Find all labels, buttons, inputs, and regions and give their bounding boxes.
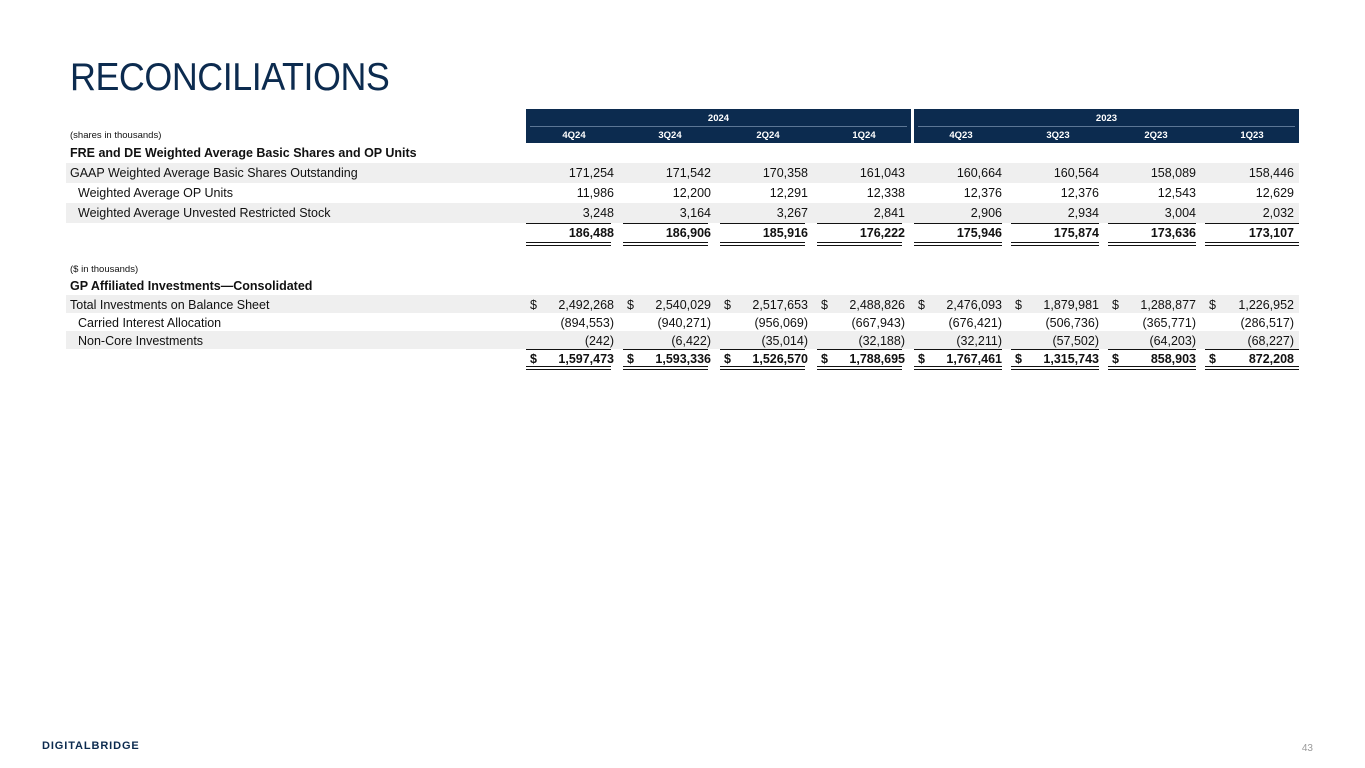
- rule-line: [1011, 242, 1099, 243]
- shares-section-title: FRE and DE Weighted Average Basic Shares and OP Units: [70, 146, 417, 160]
- investments-units-label: ($ in thousands): [70, 264, 139, 275]
- rule-line: [1011, 366, 1099, 367]
- rule-line: [1205, 366, 1299, 367]
- rule-line: [623, 245, 708, 246]
- value-cell: 2,488,826: [849, 298, 905, 312]
- period-label: 1Q23: [1240, 130, 1264, 141]
- total-cell: 1,526,570: [752, 352, 808, 366]
- value-cell: 1,288,877: [1140, 298, 1196, 312]
- period-label: 3Q23: [1046, 130, 1070, 141]
- value-cell: (676,421): [948, 316, 1002, 330]
- rule-line: [817, 369, 902, 370]
- rule-line: [526, 366, 611, 367]
- currency-symbol: $: [821, 298, 828, 312]
- rule-line: [526, 223, 611, 224]
- value-cell: 3,004: [1164, 206, 1196, 220]
- rule-line: [817, 366, 902, 367]
- currency-symbol: $: [724, 298, 731, 312]
- rule-line: [720, 245, 805, 246]
- total-cell: 185,916: [762, 226, 808, 240]
- rule-line: [720, 369, 805, 370]
- value-cell: 12,338: [866, 186, 905, 200]
- rule-line: [526, 369, 611, 370]
- page-number: 43: [1301, 743, 1313, 754]
- total-cell: 175,874: [1053, 226, 1099, 240]
- value-cell: (35,014): [761, 334, 808, 348]
- rule-line: [526, 245, 611, 246]
- total-cell: 173,107: [1248, 226, 1294, 240]
- rule-line: [1108, 223, 1196, 224]
- value-cell: 2,906: [970, 206, 1002, 220]
- rule-line: [623, 223, 708, 224]
- total-cell: 173,636: [1150, 226, 1196, 240]
- investments-section-title: GP Affiliated Investments—Consolidated: [70, 279, 313, 293]
- rule-line: [1205, 369, 1299, 370]
- total-cell: 186,488: [568, 226, 614, 240]
- value-cell: (6,422): [671, 334, 711, 348]
- rule-line: [1108, 349, 1196, 350]
- value-cell: 171,542: [665, 166, 711, 180]
- currency-symbol: $: [1209, 298, 1216, 312]
- year-label-2023: 2023: [1095, 113, 1118, 124]
- value-cell: (242): [584, 334, 614, 348]
- rule-line: [1108, 242, 1196, 243]
- value-cell: 2,517,653: [752, 298, 808, 312]
- total-cell: 1,597,473: [558, 352, 614, 366]
- value-cell: (506,736): [1045, 316, 1099, 330]
- rule-line: [1011, 223, 1099, 224]
- currency-symbol: $: [1015, 352, 1022, 366]
- rule-line: [914, 366, 1002, 367]
- rule-line: [914, 349, 1002, 350]
- rule-line: [720, 242, 805, 243]
- row-label: Non-Core Investments: [78, 334, 204, 348]
- period-label: 2Q23: [1144, 130, 1168, 141]
- value-cell: 12,543: [1157, 186, 1196, 200]
- value-cell: 12,376: [963, 186, 1002, 200]
- year-divider-2023: [918, 126, 1295, 127]
- year-divider-2024: [530, 126, 907, 127]
- rule-line: [720, 223, 805, 224]
- currency-symbol: $: [1209, 352, 1216, 366]
- rule-line: [1108, 369, 1196, 370]
- value-cell: 2,934: [1067, 206, 1099, 220]
- rule-line: [817, 242, 902, 243]
- value-cell: 158,446: [1248, 166, 1294, 180]
- table-row: [66, 331, 1299, 349]
- rule-line: [914, 242, 1002, 243]
- rule-line: [623, 242, 708, 243]
- value-cell: 170,358: [762, 166, 808, 180]
- row-label: Total Investments on Balance Sheet: [70, 298, 270, 312]
- table-row: [66, 203, 1299, 223]
- value-cell: 12,291: [769, 186, 808, 200]
- value-cell: 161,043: [859, 166, 905, 180]
- value-cell: (32,211): [956, 334, 1002, 348]
- value-cell: 12,376: [1060, 186, 1099, 200]
- digitalbridge-logo: DIGITALBRIDGE: [42, 740, 140, 752]
- total-row: [66, 223, 1299, 243]
- rule-line: [1205, 242, 1299, 243]
- value-cell: 2,841: [873, 206, 905, 220]
- value-cell: (68,227): [1247, 334, 1294, 348]
- value-cell: (667,943): [851, 316, 905, 330]
- total-cell: 186,906: [665, 226, 711, 240]
- value-cell: 171,254: [568, 166, 614, 180]
- rule-line: [1205, 349, 1299, 350]
- total-cell: 1,788,695: [849, 352, 905, 366]
- row-label: GAAP Weighted Average Basic Shares Outstanding: [70, 166, 358, 180]
- value-cell: 2,032: [1262, 206, 1294, 220]
- value-cell: 11,986: [576, 186, 614, 200]
- value-cell: 2,540,029: [655, 298, 711, 312]
- rule-line: [914, 223, 1002, 224]
- value-cell: 12,629: [1255, 186, 1294, 200]
- period-label: 4Q24: [562, 130, 586, 141]
- rule-line: [1108, 245, 1196, 246]
- rule-line: [526, 349, 611, 350]
- table-row: [66, 163, 1299, 183]
- value-cell: (286,517): [1240, 316, 1294, 330]
- total-cell: 1,315,743: [1043, 352, 1099, 366]
- rule-line: [817, 223, 902, 224]
- value-cell: (32,188): [858, 334, 905, 348]
- page-title: RECONCILIATIONS: [70, 56, 390, 99]
- year-label-2024: 2024: [707, 113, 730, 124]
- currency-symbol: $: [918, 352, 925, 366]
- period-label: 2Q24: [756, 130, 780, 141]
- value-cell: 1,226,952: [1238, 298, 1294, 312]
- row-label: Weighted Average Unvested Restricted Stock: [78, 206, 331, 220]
- rule-line: [1108, 366, 1196, 367]
- currency-symbol: $: [530, 352, 537, 366]
- currency-symbol: $: [918, 298, 925, 312]
- rule-line: [817, 245, 902, 246]
- rule-line: [720, 349, 805, 350]
- rule-line: [1205, 245, 1299, 246]
- total-cell: 858,903: [1150, 352, 1196, 366]
- rule-line: [623, 366, 708, 367]
- value-cell: (956,069): [754, 316, 808, 330]
- total-row: [66, 349, 1299, 367]
- value-cell: (57,502): [1052, 334, 1099, 348]
- value-cell: 160,564: [1053, 166, 1099, 180]
- value-cell: 3,164: [679, 206, 711, 220]
- value-cell: (64,203): [1149, 334, 1196, 348]
- currency-symbol: $: [627, 298, 634, 312]
- rule-line: [817, 349, 902, 350]
- currency-symbol: $: [627, 352, 634, 366]
- row-label: Weighted Average OP Units: [78, 186, 233, 200]
- rule-line: [720, 366, 805, 367]
- rule-line: [1011, 245, 1099, 246]
- value-cell: 2,476,093: [946, 298, 1002, 312]
- currency-symbol: $: [1015, 298, 1022, 312]
- currency-symbol: $: [724, 352, 731, 366]
- table-row: [66, 183, 1299, 203]
- table-row: [66, 313, 1299, 331]
- value-cell: (365,771): [1142, 316, 1196, 330]
- row-label: Carried Interest Allocation: [78, 316, 222, 330]
- rule-line: [1011, 369, 1099, 370]
- value-cell: 3,267: [776, 206, 808, 220]
- value-cell: 12,200: [672, 186, 711, 200]
- rule-line: [526, 242, 611, 243]
- period-label: 4Q23: [949, 130, 973, 141]
- rule-line: [914, 369, 1002, 370]
- value-cell: 3,248: [582, 206, 614, 220]
- total-cell: 872,208: [1248, 352, 1294, 366]
- total-cell: 175,946: [956, 226, 1002, 240]
- currency-symbol: $: [821, 352, 828, 366]
- total-cell: 176,222: [859, 226, 905, 240]
- table-row: [66, 295, 1299, 313]
- rule-line: [1011, 349, 1099, 350]
- currency-symbol: $: [1112, 352, 1119, 366]
- currency-symbol: $: [530, 298, 537, 312]
- total-cell: 1,767,461: [946, 352, 1002, 366]
- period-label: 3Q24: [658, 130, 682, 141]
- value-cell: 1,879,981: [1043, 298, 1099, 312]
- currency-symbol: $: [1112, 298, 1119, 312]
- value-cell: (940,271): [657, 316, 711, 330]
- rule-line: [1205, 223, 1299, 224]
- value-cell: 2,492,268: [558, 298, 614, 312]
- rule-line: [914, 245, 1002, 246]
- rule-line: [623, 369, 708, 370]
- rule-line: [623, 349, 708, 350]
- period-label: 1Q24: [852, 130, 876, 141]
- shares-units-label: (shares in thousands): [70, 130, 162, 141]
- value-cell: 158,089: [1150, 166, 1196, 180]
- value-cell: (894,553): [560, 316, 614, 330]
- total-cell: 1,593,336: [655, 352, 711, 366]
- value-cell: 160,664: [956, 166, 1002, 180]
